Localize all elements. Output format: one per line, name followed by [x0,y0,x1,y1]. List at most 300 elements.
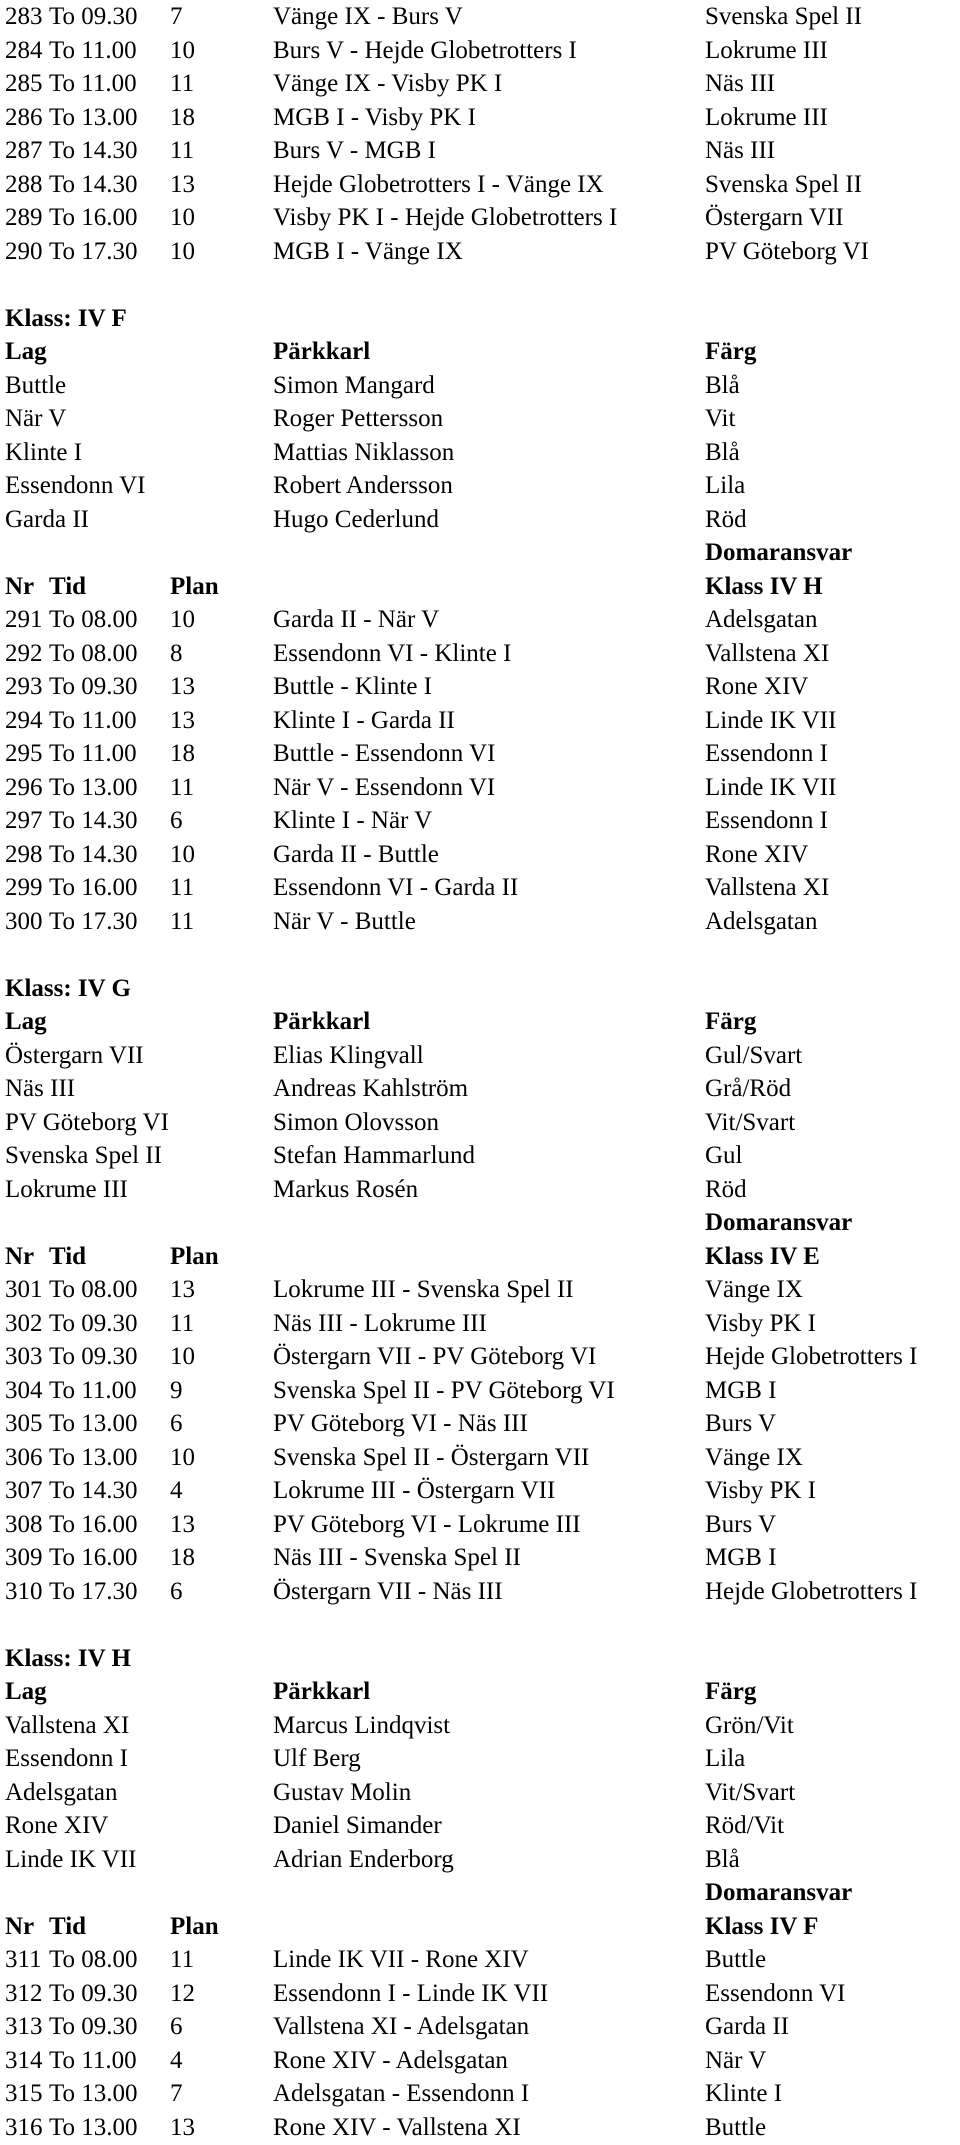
game-row [5,1407,955,1441]
domaransvar-label: Domaransvar [705,1209,853,1236]
game-number: 300 [5,907,43,935]
game-row [5,1541,955,1575]
team-contact: Simon Olovsson [273,1108,440,1136]
game-time: To 09.30 [49,1343,138,1370]
game-row [5,871,955,905]
game-pitch: 11 [170,1309,195,1337]
game-row [5,771,955,805]
team-contact: Hugo Cederlund [273,505,439,533]
team-row [5,1039,955,1073]
game-pitch: 13 [170,170,195,198]
game-number: 310 [5,1577,43,1605]
game-pitch: 6 [170,1410,183,1437]
game-match: När V - Essendonn VI [273,773,496,801]
game-pitch: 6 [170,2013,183,2040]
game-referee: Lokrume III [705,36,828,64]
game-row [5,34,955,68]
game-pitch: 6 [170,807,183,834]
game-referee: Hejde Globetrotters I [705,1577,918,1605]
game-number: 291 [5,606,43,633]
team-row [5,402,955,436]
game-referee: Burs V [705,1410,777,1437]
game-number: 316 [5,2113,43,2141]
game-time: To 09.30 [49,2013,138,2040]
game-time: To 08.00 [49,1276,138,1303]
class-heading: Klass: IV F [5,304,127,332]
game-row [5,603,955,637]
game-time: To 16.00 [49,1544,138,1571]
game-pitch: 18 [170,103,195,131]
game-referee: Hejde Globetrotters I [705,1343,918,1370]
game-time: To 14.30 [49,807,138,834]
team-color: Grön/Vit [705,1711,794,1739]
game-pitch: 4 [170,1477,183,1504]
team-header-row [5,1005,955,1039]
spacer [5,1608,955,1642]
game-time: To 13.00 [49,103,138,131]
game-time: To 11.00 [49,2046,137,2074]
class-heading: Klass: IV G [5,974,131,1002]
header-lag: Lag [5,338,47,365]
game-pitch: 13 [170,1276,195,1303]
game-match: När V - Buttle [273,907,416,935]
game-header-row [5,570,955,604]
game-pitch: 7 [170,2080,183,2107]
game-number: 311 [5,1946,42,1973]
game-time: To 11.00 [49,36,137,64]
game-row [5,2077,955,2111]
game-pitch: 11 [170,907,195,935]
game-number: 315 [5,2080,43,2107]
game-time: To 11.00 [49,70,137,97]
game-referee: Vallstena XI [705,874,830,901]
team-contact: Mattias Niklasson [273,438,455,466]
team-contact: Adrian Enderborg [273,1845,454,1873]
game-number: 309 [5,1544,43,1571]
game-row [5,235,955,269]
team-contact: Daniel Simander [273,1812,442,1839]
team-contact: Stefan Hammarlund [273,1142,476,1169]
game-match: Linde IK VII - Rone XIV [273,1946,529,1973]
game-match: Garda II - När V [273,606,440,633]
game-match: Essendonn VI - Klinte I [273,639,512,667]
domaransvar-label: Domaransvar [705,1879,853,1906]
team-name: Östergarn VII [5,1041,144,1069]
game-match: Visby PK I - Hejde Globetrotters I [273,204,618,231]
game-row [5,1943,955,1977]
game-pitch: 18 [170,1544,195,1571]
class-title [5,1642,955,1676]
game-number: 304 [5,1376,43,1404]
game-referee: Essendonn I [705,740,828,767]
team-color: Vit [705,405,736,432]
game-time: To 13.00 [49,1410,138,1437]
game-row [5,1575,955,1609]
game-header-row [5,1240,955,1274]
header-farg: Färg [705,338,757,365]
header-parkkarl: Pärkkarl [273,1678,371,1705]
team-name: Rone XIV [5,1812,109,1839]
team-row [5,1709,955,1743]
game-row [5,201,955,235]
game-time: To 14.30 [49,840,138,868]
responsible-class: Klass IV F [705,1912,819,1940]
game-time: To 13.00 [49,1443,138,1471]
game-match: Essendonn VI - Garda II [273,874,519,901]
game-time: To 17.30 [49,907,138,935]
game-header-row [5,1910,955,1944]
game-match: Vänge IX - Burs V [273,3,463,30]
team-color: Vit/Svart [705,1778,796,1806]
referee-duty-row [5,1206,955,1240]
game-pitch: 10 [170,237,195,265]
game-referee: Vänge IX [705,1276,803,1303]
team-row [5,1776,955,1810]
game-match: Rone XIV - Vallstena XI [273,2113,521,2141]
team-row [5,1072,955,1106]
header-parkkarl: Pärkkarl [273,338,371,365]
game-pitch: 6 [170,1577,183,1605]
game-match: Näs III - Svenska Spel II [273,1544,521,1571]
game-referee: Östergarn VII [705,204,844,231]
header-lag: Lag [5,1678,47,1705]
game-match: Svenska Spel II - PV Göteborg VI [273,1376,615,1404]
game-number: 296 [5,773,43,801]
game-number: 299 [5,874,43,901]
team-name: Lokrume III [5,1175,128,1203]
game-referee: Linde IK VII [705,773,837,801]
game-time: To 13.00 [49,2113,138,2141]
team-name: Vallstena XI [5,1711,130,1739]
game-referee: Buttle [705,1946,767,1973]
game-number: 292 [5,639,43,667]
game-pitch: 13 [170,706,195,734]
game-row [5,134,955,168]
game-referee: Rone XIV [705,840,809,868]
game-number: 303 [5,1343,43,1370]
team-color: Blå [705,371,740,399]
game-row [5,1307,955,1341]
team-contact: Markus Rosén [273,1175,419,1203]
header-tid: Tid [49,572,87,600]
game-number: 287 [5,137,43,164]
team-row [5,1106,955,1140]
referee-duty-row [5,1876,955,1910]
game-number: 312 [5,1979,43,2007]
game-time: To 17.30 [49,1577,138,1605]
game-referee: Visby PK I [705,1309,817,1337]
domaransvar-label: Domaransvar [705,539,853,566]
game-match: Burs V - MGB I [273,137,436,164]
game-row [5,101,955,135]
game-number: 306 [5,1443,43,1471]
game-match: Klinte I - Garda II [273,706,455,734]
game-pitch: 13 [170,2113,195,2141]
game-referee: Svenska Spel II [705,3,862,30]
game-match: Vänge IX - Visby PK I [273,70,503,97]
game-number: 308 [5,1510,43,1538]
game-match: PV Göteborg VI - Lokrume III [273,1510,581,1538]
game-match: Lokrume III - Svenska Spel II [273,1276,574,1303]
game-row [5,905,955,939]
game-row [5,2111,955,2145]
game-row [5,67,955,101]
spacer [5,938,955,972]
game-referee: Burs V [705,1510,777,1538]
game-match: MGB I - Visby PK I [273,103,476,131]
game-row [5,838,955,872]
game-number: 284 [5,36,43,64]
game-referee: Garda II [705,2013,789,2040]
team-name: Buttle [5,371,67,399]
game-number: 305 [5,1410,43,1437]
game-pitch: 13 [170,673,195,700]
game-pitch: 12 [170,1979,195,2007]
game-row [5,1374,955,1408]
game-pitch: 11 [170,70,195,97]
team-row [5,469,955,503]
game-match: Rone XIV - Adelsgatan [273,2046,508,2074]
game-time: To 08.00 [49,606,138,633]
game-match: Svenska Spel II - Östergarn VII [273,1443,590,1471]
game-number: 307 [5,1477,43,1504]
game-number: 313 [5,2013,43,2040]
header-lag: Lag [5,1008,47,1035]
game-pitch: 11 [170,137,195,164]
header-plan: Plan [170,1912,219,1940]
class-title [5,972,955,1006]
team-contact: Elias Klingvall [273,1041,424,1069]
header-tid: Tid [49,1912,87,1940]
game-time: To 11.00 [49,740,137,767]
game-row [5,637,955,671]
game-number: 301 [5,1276,43,1303]
game-match: Buttle - Klinte I [273,673,432,700]
game-number: 290 [5,237,43,265]
team-color: Lila [705,472,746,499]
game-time: To 17.30 [49,237,138,265]
game-match: Klinte I - När V [273,807,433,834]
team-contact: Simon Mangard [273,371,435,399]
game-time: To 08.00 [49,639,138,667]
game-row [5,804,955,838]
game-time: To 09.30 [49,3,138,30]
header-parkkarl: Pärkkarl [273,1008,371,1035]
game-referee: Essendonn I [705,807,828,834]
game-time: To 09.30 [49,1979,138,2007]
team-color: Röd [705,1175,747,1203]
game-pitch: 10 [170,36,195,64]
game-referee: Vallstena XI [705,639,830,667]
game-pitch: 9 [170,1376,183,1404]
responsible-class: Klass IV E [705,1242,820,1270]
team-name: PV Göteborg VI [5,1108,169,1136]
team-row [5,436,955,470]
game-pitch: 10 [170,1443,195,1471]
game-row [5,704,955,738]
team-color: Röd [705,505,747,533]
game-referee: Klinte I [705,2080,783,2107]
game-pitch: 10 [170,606,195,633]
game-row [5,168,955,202]
game-time: To 16.00 [49,1510,138,1538]
game-match: MGB I - Vänge IX [273,237,463,265]
game-time: To 09.30 [49,1309,138,1337]
team-row [5,369,955,403]
game-row [5,0,955,34]
team-row [5,1809,955,1843]
game-pitch: 18 [170,740,195,767]
game-row [5,1977,955,2011]
game-row [5,1340,955,1374]
game-pitch: 11 [170,773,195,801]
team-color: Gul [705,1142,743,1169]
game-pitch: 11 [170,874,195,901]
game-pitch: 8 [170,639,183,667]
header-plan: Plan [170,1242,219,1270]
game-pitch: 10 [170,840,195,868]
header-tid: Tid [49,1242,87,1270]
team-name: Adelsgatan [5,1778,118,1806]
game-referee: Essendonn VI [705,1979,846,2007]
game-match: Östergarn VII - PV Göteborg VI [273,1343,597,1370]
game-time: To 11.00 [49,706,137,734]
team-contact: Marcus Lindqvist [273,1711,451,1739]
team-row [5,1139,955,1173]
game-referee: MGB I [705,1544,777,1571]
game-time: To 13.00 [49,773,138,801]
game-row [5,1273,955,1307]
game-referee: PV Göteborg VI [705,237,869,265]
game-time: To 08.00 [49,1946,138,1973]
game-match: Vallstena XI - Adelsgatan [273,2013,530,2040]
game-pitch: 4 [170,2046,183,2074]
game-referee: Näs III [705,70,776,97]
team-row [5,1843,955,1877]
team-row [5,1742,955,1776]
game-time: To 16.00 [49,874,138,901]
header-nr: Nr [5,1912,35,1940]
game-number: 285 [5,70,43,97]
game-referee: Linde IK VII [705,706,837,734]
schedule-document [5,0,955,2144]
team-name: Linde IK VII [5,1845,137,1873]
team-contact: Gustav Molin [273,1778,412,1806]
header-farg: Färg [705,1008,757,1035]
header-nr: Nr [5,1242,35,1270]
game-number: 289 [5,204,43,231]
game-referee: Näs III [705,137,776,164]
game-time: To 14.30 [49,170,138,198]
game-match: PV Göteborg VI - Näs III [273,1410,528,1437]
game-match: Östergarn VII - Näs III [273,1577,503,1605]
game-referee: Visby PK I [705,1477,817,1504]
team-header-row [5,335,955,369]
game-referee: Buttle [705,2113,767,2141]
game-referee: Vänge IX [705,1443,803,1471]
game-row [5,1474,955,1508]
team-color: Gul/Svart [705,1041,803,1069]
game-number: 297 [5,807,43,834]
game-row [5,1508,955,1542]
game-pitch: 10 [170,1343,195,1370]
team-name: När V [5,405,67,432]
team-name: Svenska Spel II [5,1142,162,1169]
game-time: To 16.00 [49,204,138,231]
responsible-class: Klass IV H [705,572,823,600]
spacer [5,268,955,302]
team-color: Röd/Vit [705,1812,785,1839]
team-contact: Robert Andersson [273,472,453,499]
team-name: Essendonn I [5,1745,128,1772]
header-nr: Nr [5,572,35,600]
team-header-row [5,1675,955,1709]
game-match: Näs III - Lokrume III [273,1309,487,1337]
team-color: Blå [705,438,740,466]
team-name: Garda II [5,505,89,533]
game-pitch: 11 [170,1946,195,1973]
game-referee: När V [705,2046,767,2074]
game-time: To 09.30 [49,673,138,700]
game-number: 288 [5,170,43,198]
game-row [5,1441,955,1475]
game-match: Lokrume III - Östergarn VII [273,1477,556,1504]
header-farg: Färg [705,1678,757,1705]
game-pitch: 7 [170,3,183,30]
game-match: Buttle - Essendonn VI [273,740,496,767]
referee-duty-row [5,536,955,570]
game-number: 298 [5,840,43,868]
game-pitch: 10 [170,204,195,231]
game-row [5,2044,955,2078]
game-match: Hejde Globetrotters I - Vänge IX [273,170,604,198]
game-number: 302 [5,1309,43,1337]
team-name: Klinte I [5,438,83,466]
game-pitch: 13 [170,1510,195,1538]
team-row [5,1173,955,1207]
game-time: To 14.30 [49,1477,138,1504]
game-referee: Svenska Spel II [705,170,862,198]
team-color: Vit/Svart [705,1108,796,1136]
game-number: 295 [5,740,43,767]
game-time: To 11.00 [49,1376,137,1404]
game-number: 286 [5,103,43,131]
class-title [5,302,955,336]
game-referee: MGB I [705,1376,777,1404]
game-referee: Adelsgatan [705,907,818,935]
team-name: Näs III [5,1075,76,1102]
game-match: Adelsgatan - Essendonn I [273,2080,530,2107]
game-match: Essendonn I - Linde IK VII [273,1979,549,2007]
game-row [5,670,955,704]
game-time: To 13.00 [49,2080,138,2107]
team-contact: Ulf Berg [273,1745,361,1772]
game-time: To 14.30 [49,137,138,164]
game-number: 294 [5,706,43,734]
team-contact: Roger Pettersson [273,405,444,432]
class-heading: Klass: IV H [5,1644,131,1672]
game-row [5,737,955,771]
game-match: Garda II - Buttle [273,840,439,868]
team-color: Grå/Röd [705,1075,792,1102]
game-referee: Lokrume III [705,103,828,131]
game-number: 314 [5,2046,43,2074]
game-referee: Rone XIV [705,673,809,700]
game-row [5,2010,955,2044]
game-match: Burs V - Hejde Globetrotters I [273,36,577,64]
team-row [5,503,955,537]
game-number: 293 [5,673,43,700]
